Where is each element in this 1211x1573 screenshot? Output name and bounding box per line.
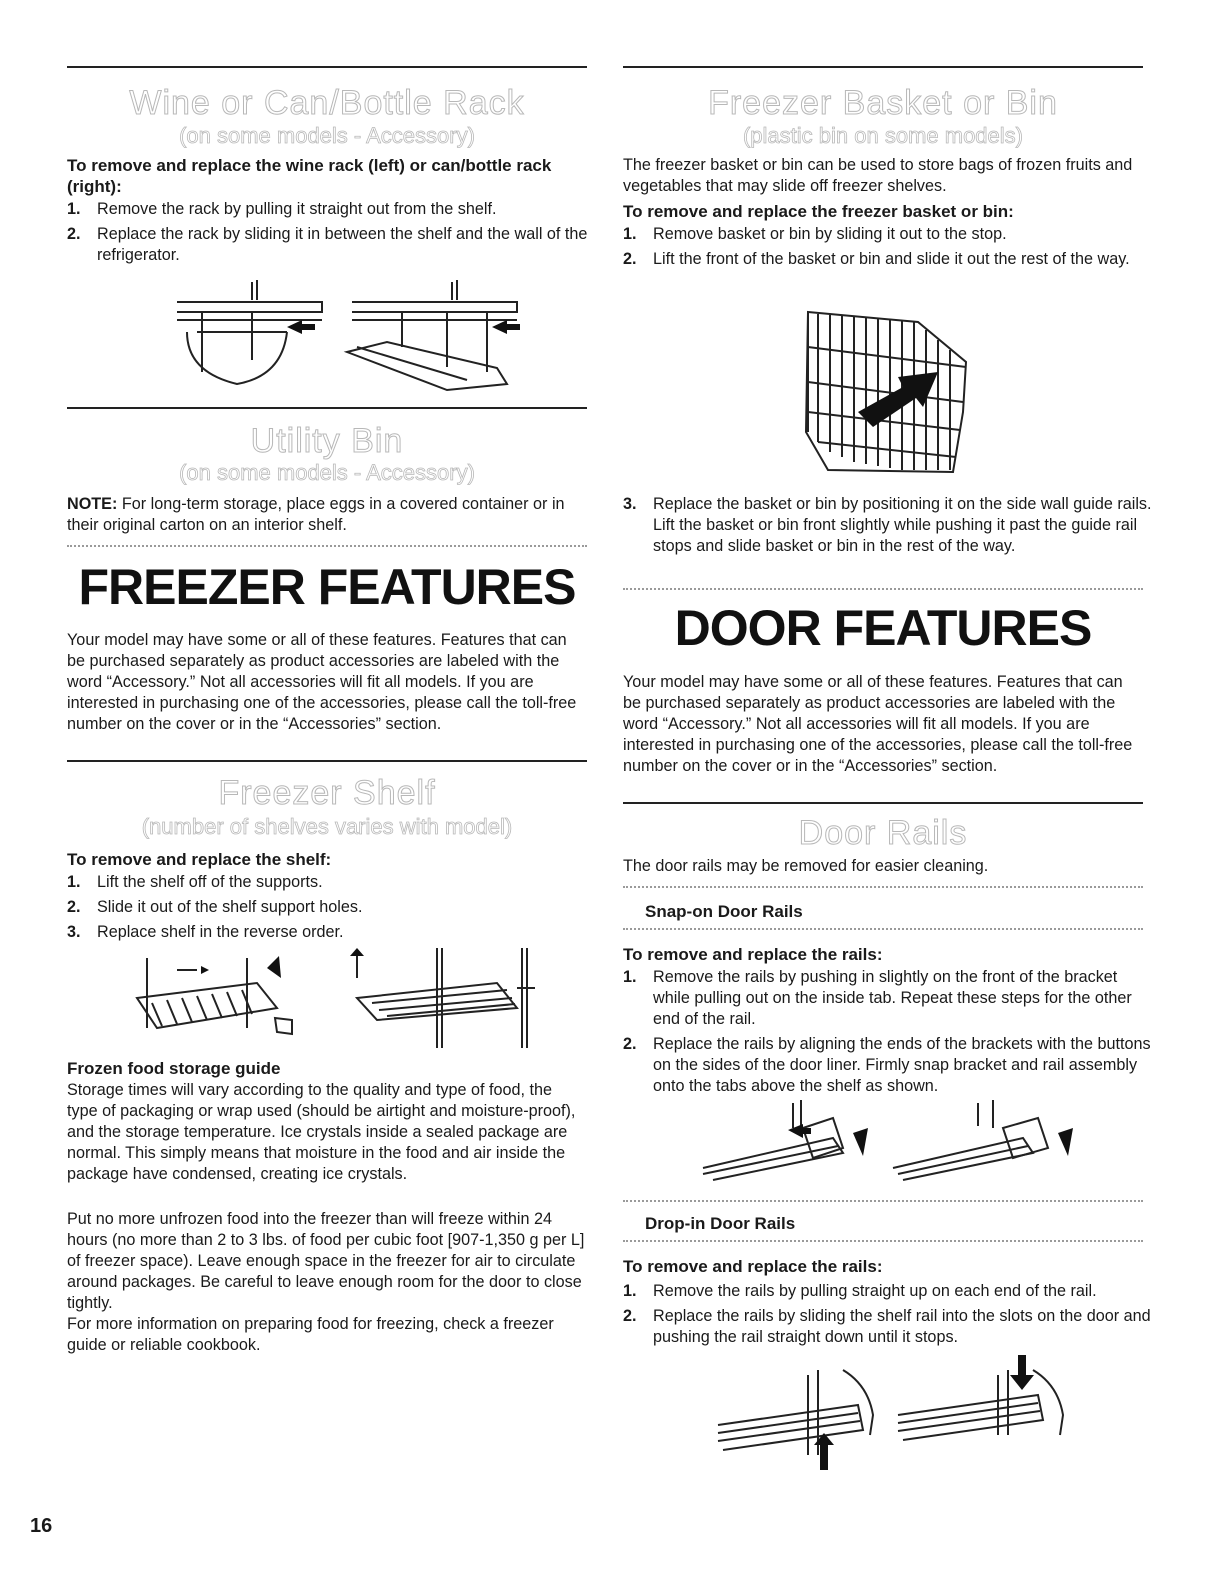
wine-rack-title: Wine or Can/Bottle Rack bbox=[129, 84, 525, 122]
freezer-shelf-subtitle: (number of shelves varies with model) bbox=[141, 814, 513, 839]
snap-on-rails-heading: To remove and replace the rails: bbox=[623, 945, 883, 964]
drop-in-rails-illustration bbox=[708, 1355, 1088, 1485]
subsection-dotted-rule bbox=[623, 1200, 1143, 1202]
door-features-intro: Your model may have some or all of these features. Features that can be purchased separately as product accessories are labeled with the word “Accessory.” Not all accessories will fit all models. If you are interested in purchasing one of the accessories, please call the toll-free number on the cover or in the “Accessories” section. bbox=[623, 673, 1133, 775]
snap-on-rails-title: Snap-on Door Rails bbox=[645, 902, 803, 921]
snap-on-rails-illustration bbox=[693, 1098, 1113, 1190]
snap-on-rails-step-2: 2. Replace the rails by aligning the ends of the brackets with the buttons on the sides of the door liner. Firmly snap bracket and rail assembly onto the tabs above the shelf as shown. bbox=[623, 1035, 1151, 1095]
frozen-food-heading: Frozen food storage guide bbox=[67, 1059, 281, 1078]
frozen-food-p3: For more information on preparing food for freezing, check a freezer guide or reliable cookbook. bbox=[67, 1315, 554, 1354]
drop-in-rails-title: Drop-in Door Rails bbox=[645, 1214, 796, 1233]
freezer-shelf-heading: To remove and replace the shelf: bbox=[67, 850, 332, 869]
freezer-basket-heading: To remove and replace the freezer basket or bin: bbox=[623, 202, 1014, 221]
snap-on-rails-step-1: 1. Remove the rails by pushing in slightly on the front of the bracket while pulling out on the inside tab. Repeat these steps for the other end of the rail. bbox=[623, 968, 1132, 1028]
freezer-basket-step-1: 1. Remove basket or bin by sliding it out to the stop. bbox=[623, 225, 1007, 243]
freezer-shelf-step-1: 1. Lift the shelf off of the supports. bbox=[67, 873, 323, 891]
frozen-food-p2: Put no more unfrozen food into the freezer than will freeze within 24 hours (no more than 2 to 3 lbs. of food per cubic foot [907-1,350 g per L] of freezer space). Leave enough space in the freezer for air to circulate around packages. Be careful to leave enough room for the door to close tightly. bbox=[67, 1210, 585, 1312]
section-rule bbox=[67, 66, 587, 68]
section-rule bbox=[623, 802, 1143, 804]
door-rails-title: Door Rails bbox=[798, 814, 968, 852]
freezer-features-intro: Your model may have some or all of these features. Features that can be purchased separately as product accessories are labeled with the word “Accessory.” Not all accessories will fit all models. If you are interested in purchasing one of the accessories, please call the toll-free number on the cover or in the “Accessories” section. bbox=[67, 631, 577, 733]
freezer-shelf-step-2: 2. Slide it out of the shelf support holes. bbox=[67, 898, 363, 916]
freezer-basket-subtitle: (plastic bin on some models) bbox=[742, 123, 1023, 148]
wine-rack-step-2: 2. Replace the rack by sliding it in between the shelf and the wall of the refrigerator. bbox=[67, 225, 588, 264]
freezer-shelf-title: Freezer Shelf bbox=[218, 774, 436, 812]
section-rule bbox=[623, 66, 1143, 68]
section-rule bbox=[67, 407, 587, 409]
wine-rack-illustration bbox=[147, 272, 547, 397]
freezer-basket-illustration bbox=[798, 302, 973, 482]
freezer-shelf-step-3: 3. Replace shelf in the reverse order. bbox=[67, 923, 344, 941]
door-features-title: DOOR FEATURES bbox=[674, 600, 1092, 656]
freezer-basket-step-2: 2. Lift the front of the basket or bin and slide it out the rest of the way. bbox=[623, 250, 1130, 268]
freezer-features-title: FREEZER FEATURES bbox=[78, 559, 576, 615]
subsection-dotted-rule bbox=[623, 928, 1143, 930]
freezer-basket-title: Freezer Basket or Bin bbox=[708, 84, 1058, 122]
drop-in-rails-heading: To remove and replace the rails: bbox=[623, 1257, 883, 1276]
wine-rack-subtitle: (on some models - Accessory) bbox=[179, 123, 475, 148]
utility-bin-subtitle: (on some models - Accessory) bbox=[179, 460, 475, 485]
section-dotted-rule bbox=[623, 588, 1143, 590]
wine-rack-step-1: 1. Remove the rack by pulling it straight out from the shelf. bbox=[67, 200, 497, 218]
frozen-food-p1: Storage times will vary according to the quality and type of food, the type of packaging or wrap used (should be airtight and moisture-proof), and the storage temperature. Ice crystals inside a sealed package are normal. This simply means that moisture in the food and air inside the package have condensed, creating ice crystals. bbox=[67, 1081, 576, 1183]
subsection-dotted-rule bbox=[623, 886, 1143, 888]
wine-rack-heading: To remove and replace the wine rack (left) or can/bottle rack (right): bbox=[67, 156, 552, 196]
drop-in-rails-step-2: 2. Replace the rails by sliding the shelf rail into the slots on the door and pushing the rail straight down until it stops. bbox=[623, 1307, 1151, 1346]
drop-in-rails-step-1: 1. Remove the rails by pulling straight up on each end of the rail. bbox=[623, 1282, 1097, 1300]
section-rule bbox=[67, 760, 587, 762]
subsection-dotted-rule bbox=[623, 1240, 1143, 1242]
page-number: 16 bbox=[30, 1515, 53, 1537]
section-dotted-rule bbox=[67, 545, 587, 547]
freezer-basket-intro: The freezer basket or bin can be used to store bags of frozen fruits and vegetables that may slide off freezer shelves. bbox=[623, 156, 1133, 195]
freezer-shelf-illustration bbox=[117, 948, 547, 1050]
utility-bin-title: Utility Bin bbox=[250, 422, 404, 460]
door-rails-intro: The door rails may be removed for easier cleaning. bbox=[623, 857, 989, 875]
utility-bin-note: NOTE: For long-term storage, place eggs in a covered container or in their original carton on an interior shelf. bbox=[67, 495, 565, 534]
freezer-basket-step-3: 3. Replace the basket or bin by positioning it on the side wall guide rails. Lift the basket or bin front slightly while pushing it past the guide rail stops and slide basket or bin in the rest of the way. bbox=[623, 495, 1152, 555]
